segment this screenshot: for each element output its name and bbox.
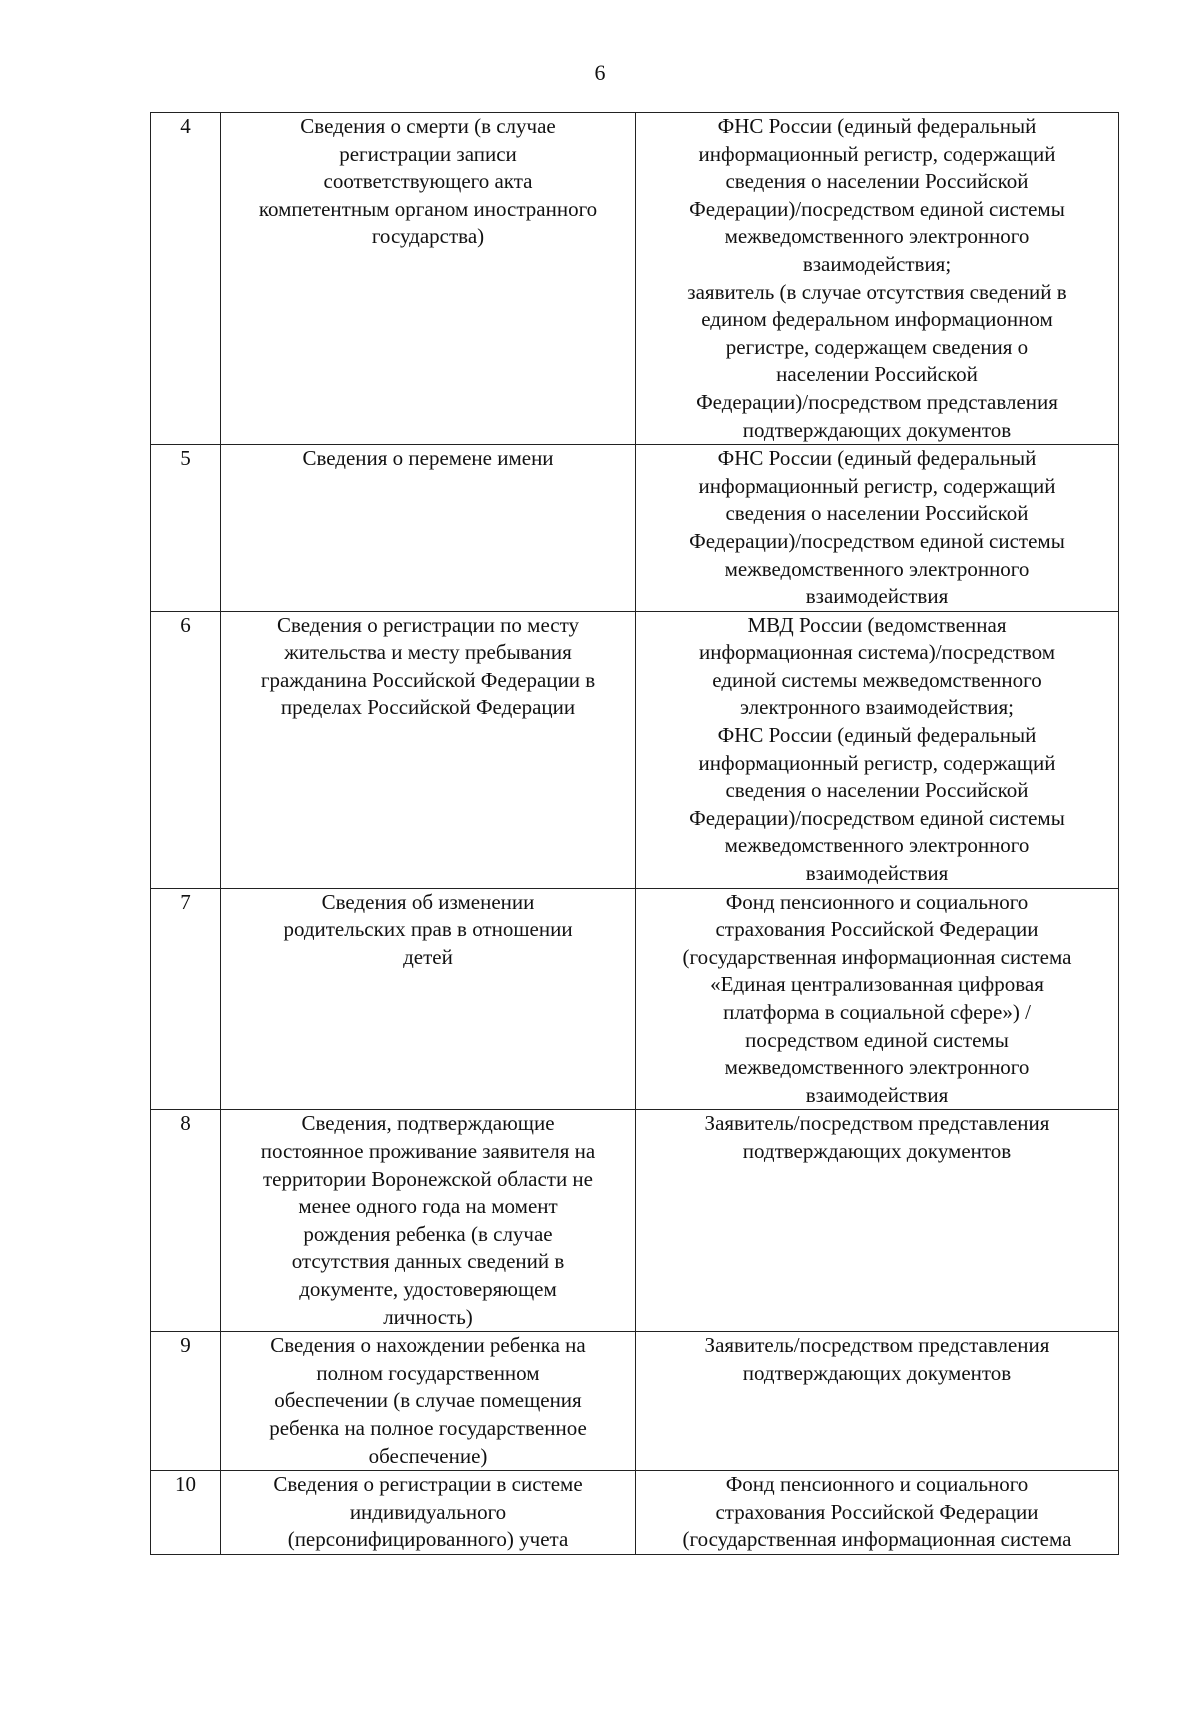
row-description: Сведения об изменении родительских прав в отношении детей <box>221 888 636 1110</box>
row-source: ФНС России (единый федеральный информационный регистр, содержащий сведения о населении Российской Федерации)/посредством единой системы межведомственного электронного взаимодействия; заявитель (в случае отсутствия сведений в едином федеральном информационном регистре, содержащем сведения о населении Российской Федерации)/посредством представления подтверждающих документов <box>636 113 1119 445</box>
row-number: 5 <box>151 445 221 612</box>
row-source: Заявитель/посредством представления подтверждающих документов <box>636 1332 1119 1471</box>
row-number: 10 <box>151 1471 221 1555</box>
row-number: 6 <box>151 611 221 888</box>
row-description: Сведения о регистрации по месту жительства и месту пребывания гражданина Российской Федерации в пределах Российской Федерации <box>221 611 636 888</box>
row-number: 7 <box>151 888 221 1110</box>
row-source: МВД России (ведомственная информационная система)/посредством единой системы межведомственного электронного взаимодействия; ФНС России (единый федеральный информационный регистр, содержащий сведения о населении Российской Федерации)/посредством единой системы межведомственного электронного взаимодействия <box>636 611 1119 888</box>
row-number: 8 <box>151 1110 221 1332</box>
row-number: 4 <box>151 113 221 445</box>
table-row <box>151 1332 1119 1471</box>
table-row <box>151 113 1119 445</box>
page-number: 6 <box>594 60 606 85</box>
row-source: Фонд пенсионного и социального страхования Российской Федерации (государственная информационная система <box>636 1471 1119 1555</box>
row-source: Фонд пенсионного и социального страхования Российской Федерации (государственная информационная система «Единая централизованная цифровая платформа в социальной сфере») / посредством единой системы межведомственного электронного взаимодействия <box>636 888 1119 1110</box>
table-row <box>151 888 1119 1110</box>
row-description: Сведения о смерти (в случае регистрации записи соответствующего акта компетентным органом иностранного государства) <box>221 113 636 445</box>
row-description: Сведения, подтверждающие постоянное проживание заявителя на территории Воронежской области не менее одного года на момент рождения ребенка (в случае отсутствия данных сведений в документе, удостоверяющем личность) <box>221 1110 636 1332</box>
row-number: 9 <box>151 1332 221 1471</box>
row-description: Сведения о перемене имени <box>221 445 636 612</box>
row-description: Сведения о регистрации в системе индивидуального (персонифицированного) учета <box>221 1471 636 1555</box>
table-row <box>151 445 1119 612</box>
row-description: Сведения о нахождении ребенка на полном государственном обеспечении (в случае помещения ребенка на полное государственное обеспечение) <box>221 1332 636 1471</box>
table-row <box>151 611 1119 888</box>
row-source: ФНС России (единый федеральный информационный регистр, содержащий сведения о населении Российской Федерации)/посредством единой системы межведомственного электронного взаимодействия <box>636 445 1119 612</box>
documents-table <box>150 112 1119 1555</box>
row-source: Заявитель/посредством представления подтверждающих документов <box>636 1110 1119 1332</box>
table-row <box>151 1471 1119 1555</box>
table-row <box>151 1110 1119 1332</box>
